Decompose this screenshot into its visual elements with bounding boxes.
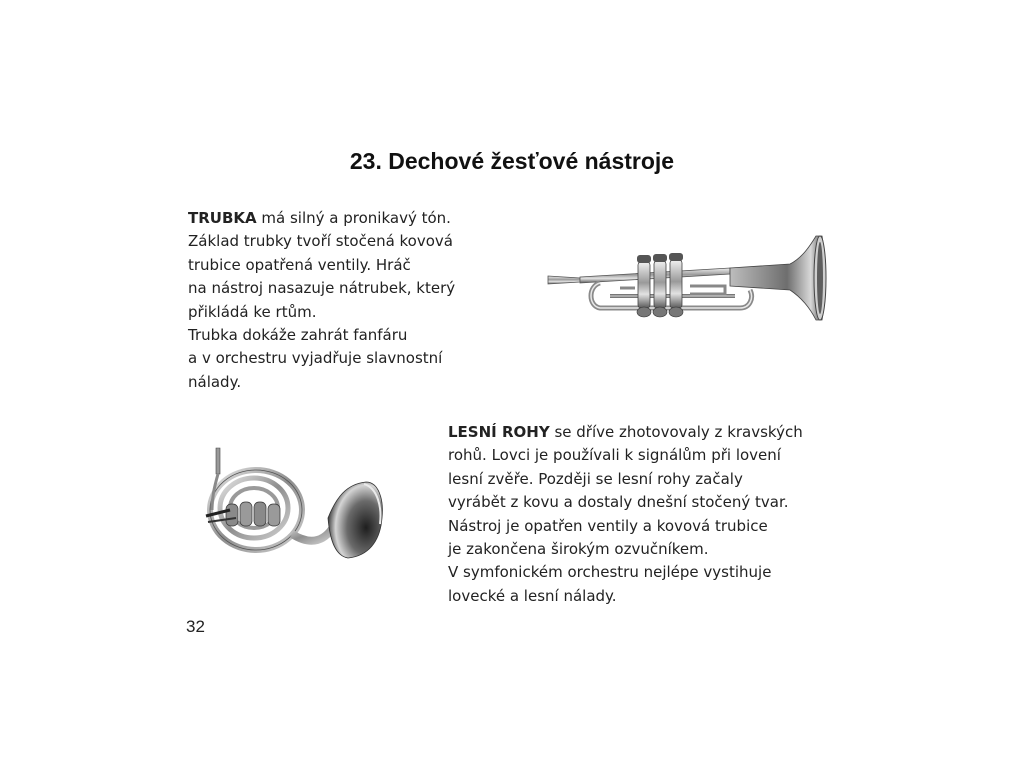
- text-line: lesní zvěře. Později se lesní rohy začaly: [448, 469, 743, 488]
- french-horn-photo: [196, 438, 386, 568]
- text-line-fragment: se dříve zhotovovaly z kravských: [549, 423, 803, 441]
- trumpet-term: TRUBKA: [188, 209, 257, 227]
- text-line: Nástroj je opatřen ventily a kovová trubice: [448, 516, 768, 535]
- text-line: V symfonickém orchestru nejlépe vystihuje: [448, 563, 772, 582]
- trumpet-photo: [540, 228, 830, 328]
- valve-casings: [638, 260, 682, 308]
- french-horn-icon: [196, 438, 386, 568]
- text-line: na nástroj nasazuje nátrubek, který: [188, 279, 456, 298]
- text-line: je zakončena širokým ozvučníkem.: [448, 540, 709, 559]
- text-line: trubice opatřená ventily. Hráč: [188, 255, 411, 274]
- text-line: vyrábět z kovu a dostaly dnešní stočený tvar.: [448, 493, 789, 512]
- rotary-valves: [226, 502, 280, 526]
- text-line: lovecké a lesní nálady.: [448, 586, 617, 605]
- text-line-fragment: má silný a pronikavý tón.: [256, 209, 451, 227]
- text-line: rohů. Lovci je používali k signálům při lovení: [448, 446, 781, 465]
- trumpet-description: [188, 207, 455, 394]
- text-line: [188, 207, 455, 230]
- text-line: nálady.: [188, 372, 242, 391]
- text-line: a v orchestru vyjadřuje slavnostní: [188, 349, 443, 368]
- text-line: Základ trubky tvoří stočená kovová: [188, 232, 453, 251]
- page-number: 32: [186, 617, 205, 636]
- trumpet-icon: [540, 228, 830, 328]
- horn-term: LESNÍ ROHY: [448, 423, 550, 441]
- horn-description: [448, 421, 803, 608]
- text-line: [448, 421, 803, 444]
- text-line: Trubka dokáže zahrát fanfáru: [188, 326, 408, 345]
- page-title: 23. Dechové žesťové nástroje: [349, 148, 675, 174]
- text-line: přikládá ke rtům.: [188, 302, 317, 321]
